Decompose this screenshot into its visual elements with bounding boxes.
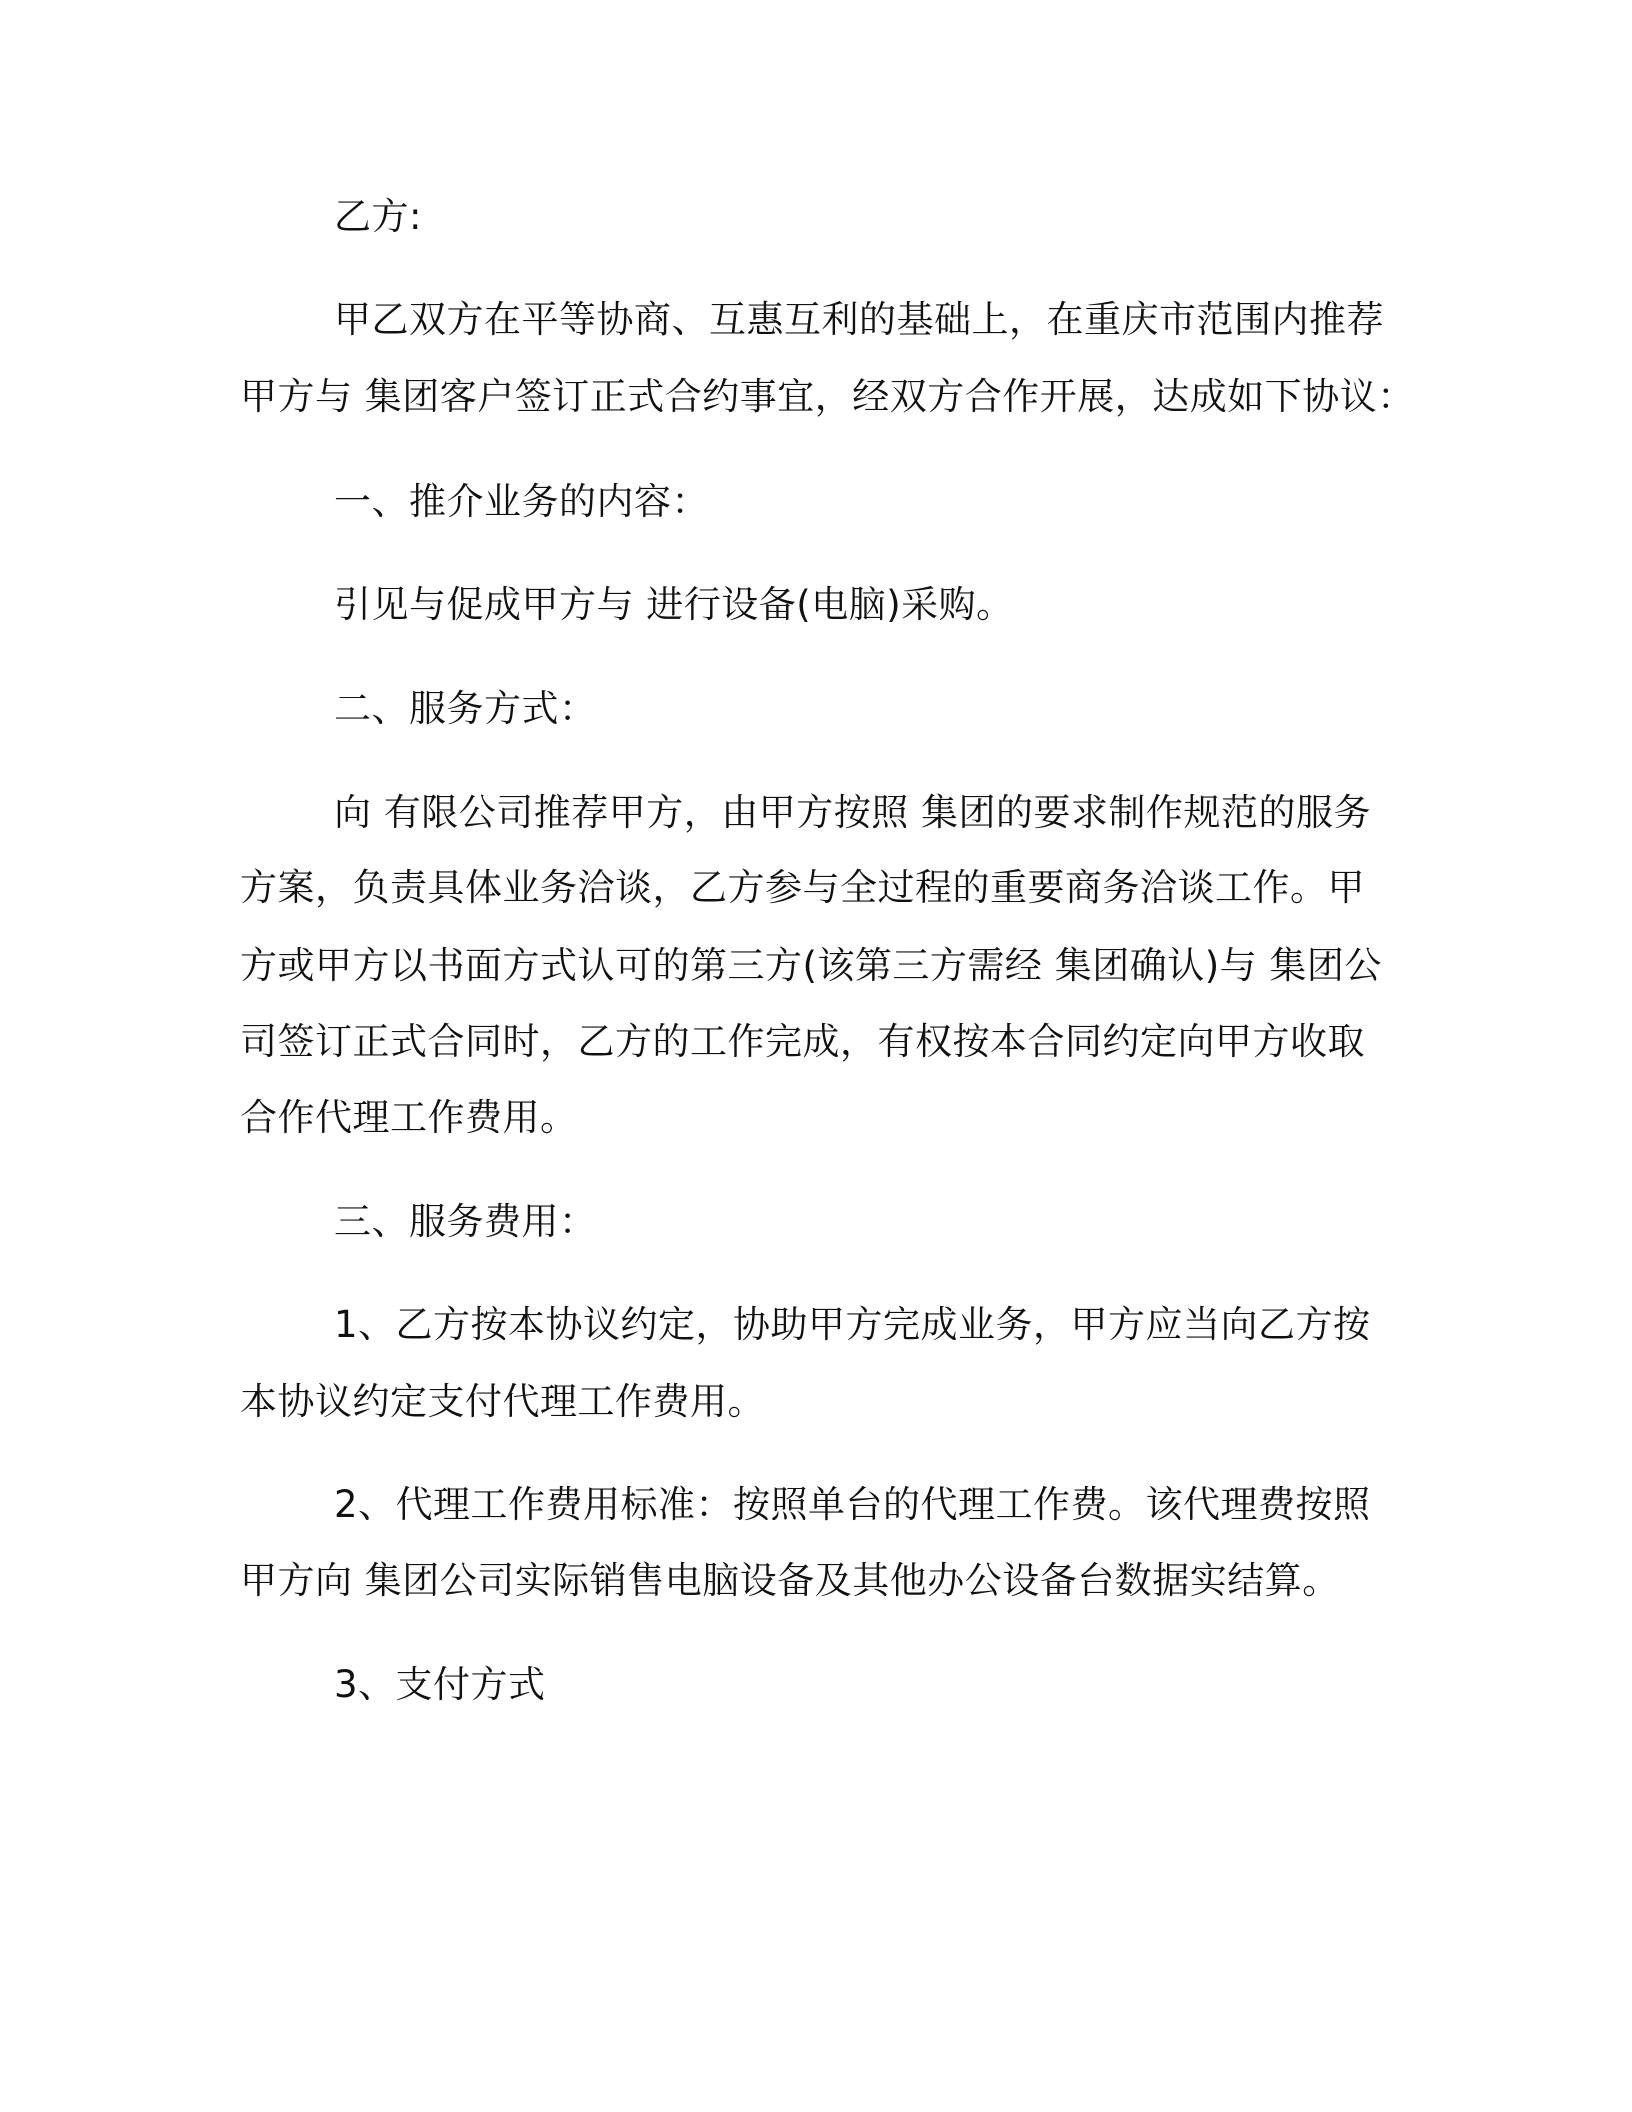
preamble-line-2: 甲方与 集团客户签订正式合约事宜，经双方合作开展，达成如下协议： — [240, 375, 1415, 418]
clause-2-line-2: 甲方向 集团公司实际销售电脑设备及其他办公设备台数据实结算。 — [240, 1559, 1340, 1602]
section-2-body-line-3: 方或甲方以书面方式认可的第三方(该第三方需经 集团确认)与 集团公 — [240, 944, 1382, 987]
section-2-heading: 二、服务方式： — [334, 687, 597, 730]
section-2-body-line-1: 向 有限公司推荐甲方，由甲方按照 集团的要求制作规范的服务 — [334, 791, 1372, 834]
clause-3-heading: 3、支付方式 — [334, 1663, 546, 1706]
section-1-heading: 一、推介业务的内容： — [334, 480, 709, 523]
clause-1-line-1: 1、乙方按本协议约定，协助甲方完成业务，甲方应当向乙方按 — [334, 1303, 1371, 1346]
party-b-label: 乙方: — [334, 195, 422, 238]
section-1-body: 引见与促成甲方与 进行设备(电脑)采购。 — [334, 583, 1014, 626]
preamble-line-1: 甲乙双方在平等协商、互惠互利的基础上，在重庆市范围内推荐 — [334, 298, 1384, 341]
clause-2-line-1: 2、代理工作费用标准：按照单台的代理工作费。该代理费按照 — [334, 1483, 1371, 1526]
section-2-body-line-2: 方案，负责具体业务洽谈，乙方参与全过程的重要商务洽谈工作。甲 — [240, 866, 1365, 909]
section-3-heading: 三、服务费用： — [334, 1200, 597, 1243]
section-2-body-line-5: 合作代理工作费用。 — [240, 1096, 578, 1139]
section-2-body-line-4: 司签订正式合同时，乙方的工作完成，有权按本合同约定向甲方收取 — [240, 1020, 1365, 1063]
clause-1-line-2: 本协议约定支付代理工作费用。 — [240, 1380, 765, 1423]
